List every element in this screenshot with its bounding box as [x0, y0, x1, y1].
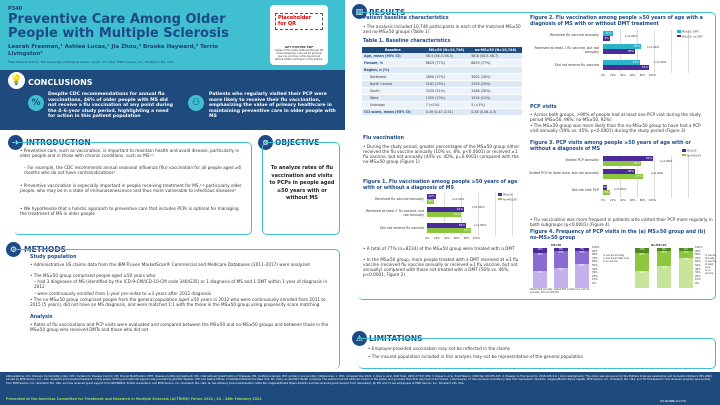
figure-3-chart: Visited PCP annually Visited PCP at least once, but not annually Did not visit PCP 59% 45% 38% 47% 4% 8% p<0.0001 p<0.0001 p<0.0001 0% 20% 40% 60% 80% 100% MS≥50 No-MS≥50 [528, 149, 701, 202]
pcp-text-1: • Across both groups, >90% of people had at least one PCP visit during the study period (MS≥50, 96%; no-MS≥50, 92%) [530, 112, 701, 122]
intro-bullet-2: – For example, the CDC recommends annual seasonal influenza (flu) vaccination for all people aged ≥6 months who do not have contraindications¹ [24, 165, 242, 175]
limitations-box [358, 338, 716, 369]
methods-title: METHODS [24, 245, 66, 254]
dmt-text-1: • A total of 77% (n=8234) of the MS≥50 group were treated with a DMT [363, 246, 515, 251]
study-population-title: Study population [30, 255, 77, 260]
figure-4-chart: MS≥50 12% 45% 43% 8% 43% 49% 7% 33% 60% 100% 90% 80% 70% 60% 50% 40% 30% 20% 10% 0% % vaccine annually % vaccine at least once % no vaccine Visited PCP annually Visited PCP a least once, but not annually Did not visit PCP No-MS≥50 13% 45% 42% 8% 38% 54% 6% 17% 77% 100% 90% 80% 70% 60% 50% 40% 30% 20% 10% 0% % vaccine annually % vaccine at least once % no vaccine [530, 244, 717, 294]
pcp-title: PCP visits [530, 105, 557, 110]
conclusion-2: Patients who regularly visited their PCP were more likely to receive their flu vaccination, emphasizing the value of primary healthcare in maintaining preventive care in older people with MS [209, 92, 336, 120]
limitation-1: • Employer-provided vaccination may not be reflected in the claims [368, 346, 510, 351]
conclusions-title: CONCLUSIONS [28, 78, 93, 87]
results-title: RESULTS [369, 8, 406, 17]
flu-title: Flu vaccination [363, 136, 405, 141]
intro-bullet-3: • Preventive vaccination is especially important in people receiving treatment for MS,²·³ particularly older people, who may be in a state of immunosenescence and thus more vulnerable to infectious diseases⁴ [20, 183, 242, 193]
dmt-text-2: • In the MS≥50 group, more people treated with a DMT received at ≥1 flu vaccine (received flu vaccine annually or received ≥1 flu vaccine, but not annually) compared with those not treated with a DMT (56% vs. 46%, p<0.0001; Figure 2) [363, 257, 519, 277]
objective-title: OBJECTIVE [275, 138, 320, 147]
figure-2-title: Figure 2. Flu vaccination among people ≥50 years of age with a diagnosis of MS with or without DMT treatment [530, 16, 703, 27]
conclusions-section [0, 70, 345, 130]
poster-header [0, 0, 345, 70]
gears-icon: ⚙ [6, 242, 21, 257]
objective-text: To analyze rates of flu vaccination and visits to PCPs in people aged ≥50 years with or without MS [269, 165, 335, 201]
fig4-text: • Flu vaccination was more frequent in patients who visited their PCP more regularly in both subgroups (p<0.0001) (Figure 4) [530, 217, 713, 227]
percent-icon: % [28, 95, 44, 111]
intro-bullet-4: • We hypothesize that a holistic approach to preventive care that includes PCPs is optimal for managing the treatment of MS in older people [20, 206, 239, 216]
objective-box [262, 142, 340, 235]
qr-placeholder: Placeholder for QR [275, 13, 323, 30]
figure-4-title: Figure 4. Frequency of PCP visits in the (a) MS≥50 group and (b) no-MS≥50 group [530, 230, 706, 241]
conclusion-1: Despite CDC recommendations for annual flu vaccinations, 46% of older people with MS did not receive a flu vaccination at any point during the 4–6-year study period, highlighting a need for action in this patient population [48, 92, 173, 120]
arrow-right-icon: ➜ [8, 135, 23, 150]
baseline-table: Baseline MS≥50 (N=10,746) no-MS≥50 (N=10,746) Age, mean (95% CI) 58.4 (58.3–58.5) 58.6 (58.5–58.7) Female, % 8829 (77%) 8829 (77%) Region, n (%) Northeast 2890 (27%) 3002 (28%) North Central 3161 (29%) 3159 (29%) South 3329 (31%) 3266 (30%) West 1359 (13%) 1314 (12%) Unknown 7 (<1%) 5 (<1%) CCI score, mean (95% CI) 0.49 (0.47–0.51) 0.48 (0.46–0.5) [362, 47, 522, 116]
authors: Leorah Freeman,¹ Ashlea Lucas,¹ Jia Zhou,² Brooke Hayward,² Terrie Livingston² [8, 44, 218, 57]
chart-icon: ▥ [352, 4, 367, 19]
baseline-title: Patient baseline characteristics [363, 16, 449, 21]
affiliations: ¹Dell Medical School, The University of Texas at Austin, Austin, TX, USA; ²EMD Serono, Inc., Rockland, MA, USA [8, 60, 174, 64]
limitation-2: • The insured population included in this analysis may not be representative of the general population [368, 354, 584, 359]
introduction-title: INTRODUCTION [26, 138, 91, 147]
baseline-text: • The analysis included 10,746 participants in each of the matched MS≥50 and no-MS≥50 groups (Table 1) [363, 24, 521, 34]
table-title: Table 1. Baseline characteristics [363, 39, 451, 44]
warning-icon: ⚠ [352, 331, 367, 346]
qr-code-box[interactable] [270, 5, 328, 65]
introduction-box [14, 142, 252, 235]
figure-1-chart: Received flu vaccine annually Received at least 1 flu vaccine, but not annually Did not receive flu vaccine 10% 8% 44% 40% 46% 52% p<0.0001 p=0.0003 p<0.0001 0% 20% 40% 60% 80% 100% MS≥50 No-MS≥50 [366, 193, 517, 240]
methods-box [14, 249, 340, 369]
figure-1-title: Figure 1. Flu vaccination among people ≥50 years of age with or without a diagnosis of MS [363, 180, 518, 191]
methods-bullet-4: – were continuously enrolled from 1-year pre-index to ≥3 years after 2012 diagnosis [34, 291, 212, 296]
methods-bullet-2: • The MS≥50 group comprised people aged ≥50 years who: [30, 273, 157, 278]
people-icon: ⚇ [188, 95, 204, 111]
footer-text: Abbreviations: CCI, Charlson Comorbidity Index; CDC, Centers for Disease Control; CM, Clinical Modification; DMT, disease-modifying treatment; ICD, International Classification of Diseases; MS, multiple sclerosis; PCP, primary care provider | References: 1. CDC. Accessed Dec 2021. 2. Riva A, et al. Mult Scler. 2021;27:347-359. 3. Reyes S, et al. Pract Neurol. 2020 Dec;20:435-445. 4. Pawelec G. Exp Gerontol. 2018;105:4-9. | Acknowledgments: This study was sponsored by the Multiple Sclerosis Leadership and Innovation Network (MS-LINK) funded by EMD Serono, Inc., who reviewed and provided feedback on this poster. Writing and editorial support was provided by Jennifer Steeber, PhD and Debra O'Brien of Ashfield MedComms (New York, NY, USA), an Ashfield Health company. The authors had full editorial control of the poster and provided their final approval of all content. | Disclosures: LF has received consultancy fees from Genentech, Novartis, Celgene/Bristol Myers Squibb, EMD Serono, Inc., Rockland, MA, USA, and TG Therapeutics; has received program sponsorship from EMD Serono, Inc., Rockland, MA, USA, and has received grant support from NIH/NINDS, PCORI, Genentech, and EMD Serono, Inc., Rockland, MA, USA; AL has advisory board participation (Vista Bio, Celgene/Bristol Myers Squibb) and has received grant support from Genentech; JZ, BH, and TL are employees of EMD Serono, Inc., Rockland, MA, USA. [6, 375, 712, 385]
qr-note: GET POSTER PDF Copies of this poster obtained through QR (Quick Response) code are for personal use only and may not be reproduced without written permission of the authors. [274, 45, 324, 61]
methods-bullet-1: • Administrative US claims data from the IBM-Truven MarketScan® Commercial and Medicare Databases (2011–2017) were analyzed [30, 262, 310, 267]
footer [0, 372, 720, 405]
methods-bullet-3: – had 3 diagnoses of MS (identified by the ICD-9-CM/ICD-10-CM code 340/G35) or 1 diagnosis of MS and 1 DMT within 1 year of diagnosis in 2012 [34, 279, 328, 289]
limitations-title: LIMITATIONS [369, 334, 423, 343]
pcp-text-2: • The MS≥50 group was more likely than the no-MS≥50 group to have had a PCP visit annually (59% vs. 45%, p<0.0001) during the study period (Figure 3) [530, 123, 701, 133]
methods-bullet-5: • The no-MS≥50 group comprised people from the general population aged ≥50 years in 2012 who were continuously enrolled from 2011 to 2015 (5 years), did not have an MS diagnosis, and were matched 1:1 with the those in the MS≥50 group using propensity score matching [30, 297, 326, 307]
target-icon: ⊗ [258, 135, 273, 150]
poster-id: P340 [8, 6, 23, 12]
intro-bullet-1: • Preventive care, such as vaccination, is important to maintain health and avoid disease, particularly in older people and in those with chronic conditions, such as MS¹·² [20, 148, 240, 158]
flu-text: • During the study period, greater percentages of the MS≥50 group either received the flu vaccine annually (10% vs. 8%, p<0.0001) or received ≥1 flu vaccine, but not annually (44% vs. 40%, p=0.0003) compared with the no-MS≥50 group (Figure 1) [363, 144, 520, 164]
poster-title: Preventive Care Among Older People with Multiple Sclerosis [8, 12, 229, 41]
figure-2-chart: Received flu vaccine annually Received at least 1 flu vaccine, but not annually Did not receive flu vaccine 11% 8% 45% 38% 44% 54% p<0.0001 p<0.0001 p<0.0001 0% 20% 40% 60% 80% 100% MS≥50, DMT MS≥50, no DMT [534, 30, 703, 77]
document-code: US-NONNI-01776 [660, 399, 686, 403]
analysis-title: Analysis [30, 315, 53, 320]
presented-at: Presented at the Americas Committee for Treatment and Research in Multiple Sclerosis (ACTRIMS) Forum 2022 | 24 – 26th February 2022 [6, 397, 262, 401]
figure-3-title: Figure 3. PCP visits among people ≥50 years of age with or without a diagnosis of MS [530, 141, 691, 152]
analysis-bullet: • Rates of flu vaccinations and PCP visits were evaluated and compared between the MS≥50 and no-MS≥50 groups and between those in the MS≥50 group who received DMTs and those who did not [30, 322, 329, 332]
lightbulb-icon: 💡 [8, 72, 25, 89]
